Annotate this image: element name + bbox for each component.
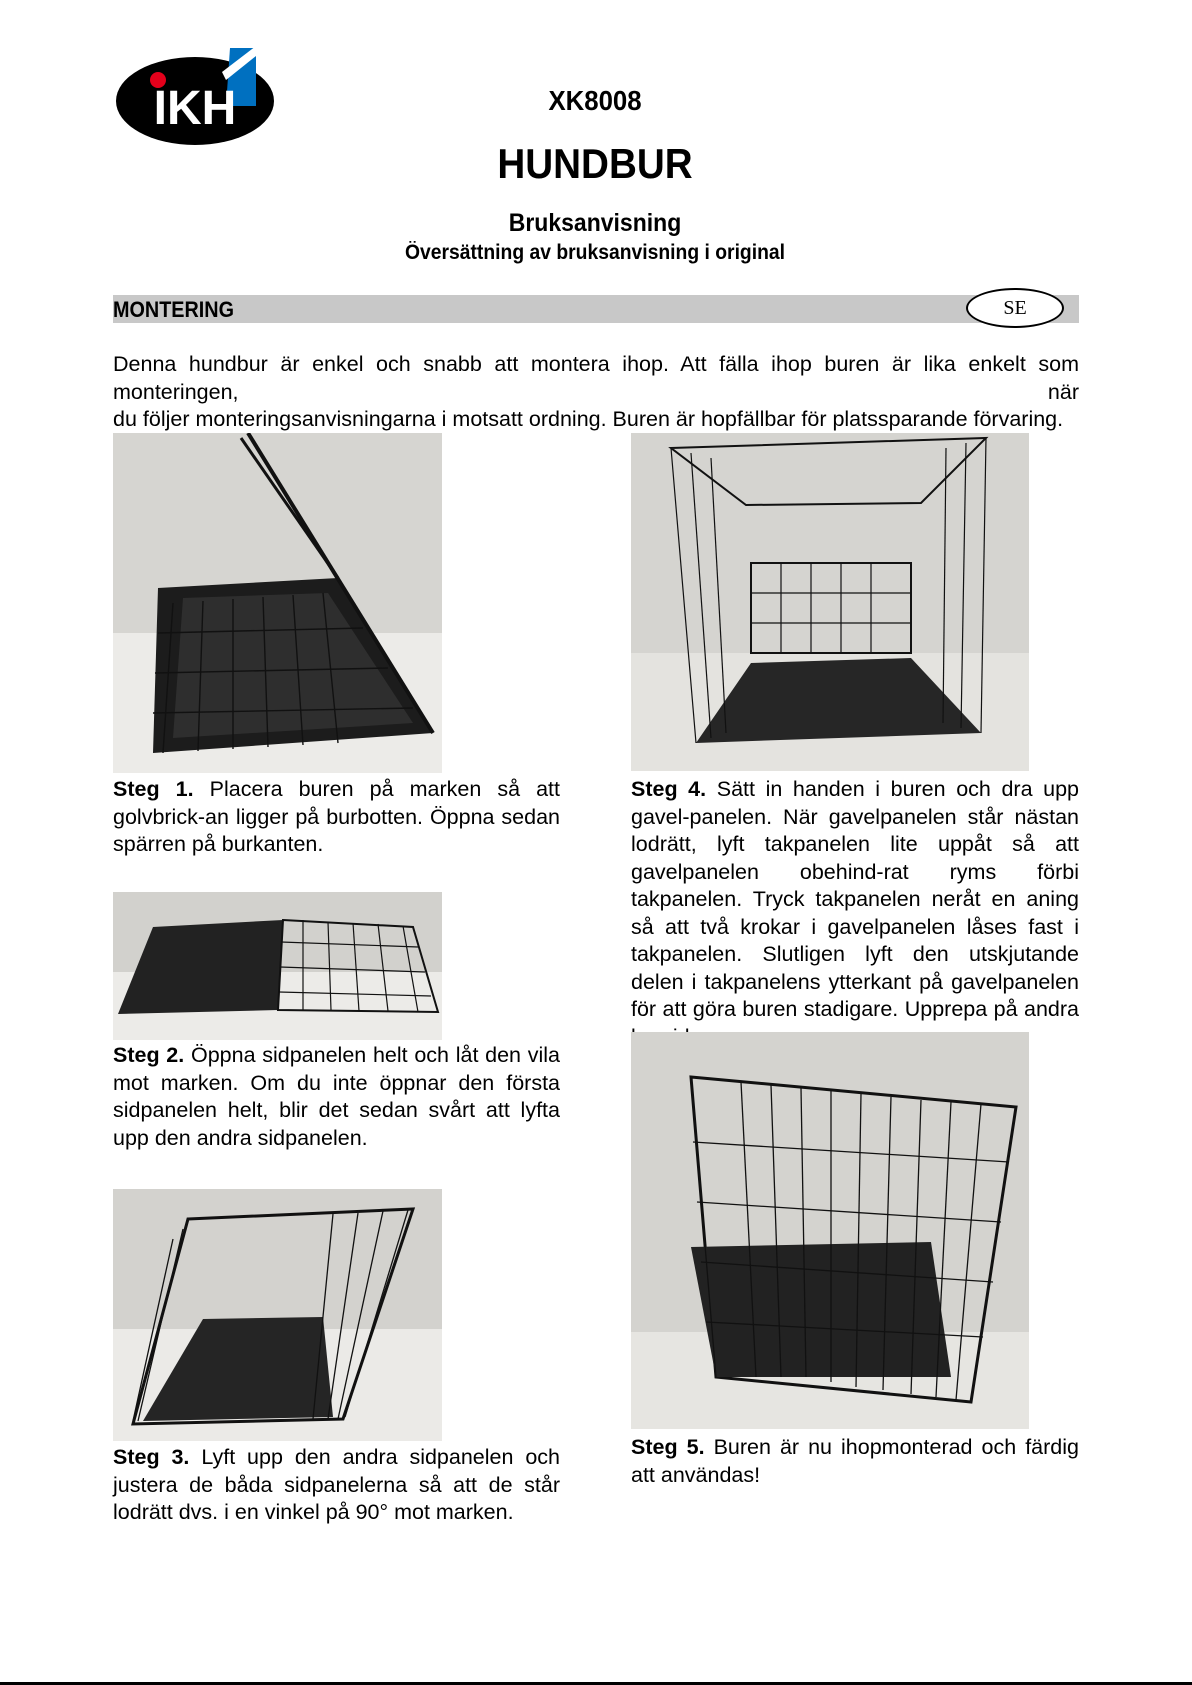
step-4-label: Steg 4. [631, 777, 707, 801]
section-title: MONTERING [113, 297, 235, 322]
document-subtitle: Bruksanvisning [508, 209, 682, 237]
step-1-photo [113, 433, 442, 773]
logo-text: IKH [153, 82, 237, 135]
intro-line-2: du följer monteringsanvisningarna i motsatt ordning. Buren är hopfällbar för platssparande förvaring. [113, 407, 1064, 431]
step-5-text [631, 1434, 1079, 1489]
step-4-text [631, 776, 1079, 1051]
section-header-bar [113, 295, 1079, 323]
step-2-text [113, 1042, 560, 1152]
step-1-description: Placera buren på marken så att golvbrick-an ligger på burbotten. Öppna sedan spärren på burkanten. [113, 777, 560, 856]
step-3-text [113, 1444, 560, 1527]
step-3-description: Lyft upp den andra sidpanelen och justera de båda sidpanelerna så att de står lodrätt dvs. i en vinkel på 90° mot marken. [113, 1445, 561, 1524]
step-5-description: Buren är nu ihopmonterad och färdig att användas! [631, 1435, 1079, 1487]
language-badge: SE [966, 288, 1064, 328]
intro-line-1: Denna hundbur är enkel och snabb att montera ihop. Att fälla ihop buren är lika enkelt som monteringen, när [113, 352, 1079, 404]
step-5-photo [631, 1032, 1029, 1429]
step-1-text [113, 776, 560, 859]
step-2-photo [113, 892, 442, 1040]
translation-note: Översättning av bruksanvisning i original [404, 241, 786, 264]
step-3-photo [113, 1189, 442, 1441]
step-2-label: Steg 2. [113, 1043, 185, 1067]
step-3-label: Steg 3. [113, 1445, 190, 1469]
step-4-photo [631, 433, 1029, 771]
step-4-description: Sätt in handen i buren och dra upp gavel-panelen. När gavelpanelen står nästan lodrätt, lyft takpanelen lite uppåt så att gavelpanelen obehind-rat ryms förbi takpanelen. Tryck takpanelen neråt en aning så att två krokar i gavelpanelen låses fast i takpanelen. Slutligen lyft den utskjutande delen i takpanelens ytterkant på gavelpanelen för att göra buren stadigare. Upprepa på andra [631, 777, 1079, 1021]
step-5-label: Steg 5. [631, 1435, 705, 1459]
step-2-description: Öppna sidpanelen helt och låt den vila mot marken. Om du inte öppnar den första sidpanelen helt, blir det sedan svårt att lyfta upp den andra sidpanelen. [113, 1043, 560, 1150]
model-number: XK8008 [548, 85, 642, 116]
intro-paragraph [113, 351, 1079, 434]
ikh-logo [114, 44, 276, 146]
step-1-label: Steg 1. [113, 777, 194, 801]
product-title: HUNDBUR [497, 140, 693, 187]
